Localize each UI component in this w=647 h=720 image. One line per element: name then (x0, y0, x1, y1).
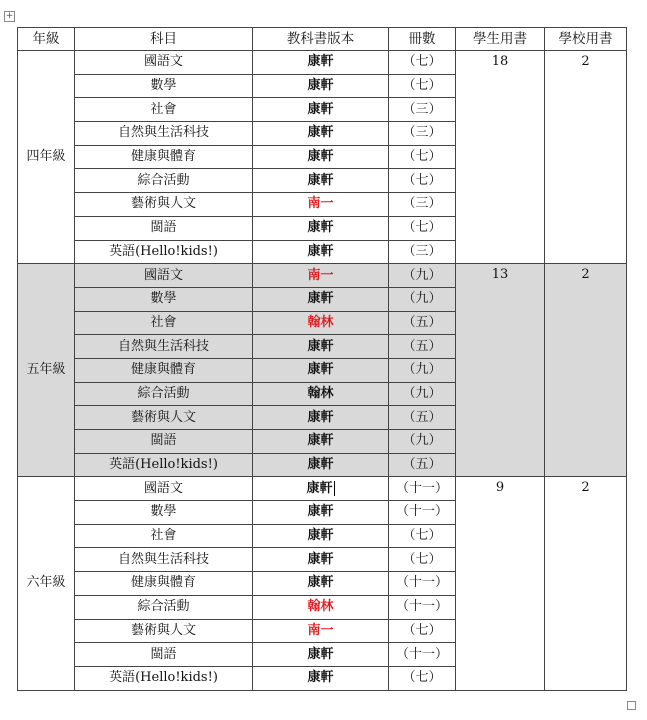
school-books-cell: 2 (545, 477, 627, 690)
volume-cell: （五） (389, 311, 456, 335)
subject-cell: 健康與體育 (75, 572, 253, 596)
header-subject: 科目 (75, 28, 253, 51)
table-move-handle-icon[interactable]: + (5, 11, 14, 21)
grade-cell: 五年級 (18, 264, 75, 477)
publisher-cell[interactable] (253, 406, 389, 430)
volume-cell: （十一） (389, 501, 456, 525)
publisher-cell[interactable] (253, 358, 389, 382)
subject-cell: 社會 (75, 524, 253, 548)
subject-cell: 閩語 (75, 430, 253, 454)
publisher-text: 康軒 (307, 433, 334, 449)
publisher-text: 康軒 (307, 220, 334, 236)
volume-cell: （三） (389, 122, 456, 146)
table-row (18, 264, 627, 288)
subject-cell: 社會 (75, 98, 253, 122)
volume-cell: （九） (389, 382, 456, 406)
subject-cell: 綜合活動 (75, 169, 253, 193)
subject-cell: 健康與體育 (75, 145, 253, 169)
publisher-cell[interactable] (253, 382, 389, 406)
table-row (18, 477, 627, 501)
publisher-text: 康軒 (307, 670, 334, 686)
header-volume: 冊數 (389, 28, 456, 51)
header-student-books: 學生用書 (456, 28, 545, 51)
header-school-books: 學校用書 (545, 28, 627, 51)
publisher-cell[interactable] (253, 311, 389, 335)
publisher-cell[interactable] (253, 501, 389, 525)
publisher-cell[interactable] (253, 169, 389, 193)
publisher-cell[interactable] (253, 453, 389, 477)
publisher-text: 翰林 (307, 599, 334, 615)
publisher-cell[interactable] (253, 335, 389, 359)
student-books-cell: 13 (456, 264, 545, 477)
table-resize-handle[interactable] (627, 701, 636, 710)
volume-cell: （十一） (389, 572, 456, 596)
publisher-text: 康軒 (307, 101, 334, 117)
subject-cell: 數學 (75, 501, 253, 525)
subject-cell: 國語文 (75, 477, 253, 501)
publisher-text: 康軒 (307, 291, 334, 307)
subject-cell: 綜合活動 (75, 595, 253, 619)
publisher-text: 南一 (307, 267, 334, 283)
publisher-cell[interactable] (253, 193, 389, 217)
publisher-cell[interactable] (253, 643, 389, 667)
publisher-cell[interactable] (253, 240, 389, 264)
subject-cell: 英語(Hello!kids!) (75, 453, 253, 477)
publisher-cell[interactable] (253, 524, 389, 548)
volume-cell: （三） (389, 193, 456, 217)
volume-cell: （十一） (389, 643, 456, 667)
volume-cell: （十一） (389, 477, 456, 501)
publisher-text: 康軒 (307, 575, 334, 591)
volume-cell: （十一） (389, 595, 456, 619)
publisher-text: 康軒 (307, 409, 334, 425)
publisher-text: 康軒 (307, 457, 334, 473)
subject-cell: 閩語 (75, 643, 253, 667)
subject-cell: 國語文 (75, 51, 253, 75)
volume-cell: （九） (389, 287, 456, 311)
textbook-table (17, 27, 627, 691)
subject-cell: 數學 (75, 287, 253, 311)
volume-cell: （九） (389, 358, 456, 382)
header-grade: 年級 (18, 28, 75, 51)
volume-cell: （九） (389, 430, 456, 454)
publisher-cell[interactable] (253, 548, 389, 572)
subject-cell: 社會 (75, 311, 253, 335)
volume-cell: （三） (389, 240, 456, 264)
publisher-text: 康軒 (307, 551, 334, 567)
header-row (18, 28, 627, 51)
publisher-text: 康軒 (307, 149, 334, 165)
subject-cell: 英語(Hello!kids!) (75, 240, 253, 264)
publisher-cell[interactable] (253, 287, 389, 311)
volume-cell: （七） (389, 51, 456, 75)
volume-cell: （七） (389, 169, 456, 193)
student-books-cell: 18 (456, 51, 545, 264)
publisher-text: 康軒 (307, 504, 334, 520)
publisher-cell[interactable] (253, 595, 389, 619)
grade-cell: 四年級 (18, 51, 75, 264)
subject-cell: 綜合活動 (75, 382, 253, 406)
subject-cell: 自然與生活科技 (75, 548, 253, 572)
volume-cell: （三） (389, 98, 456, 122)
volume-cell: （七） (389, 145, 456, 169)
subject-cell: 健康與體育 (75, 358, 253, 382)
publisher-text: 康軒 (307, 54, 334, 70)
volume-cell: （五） (389, 453, 456, 477)
publisher-cell[interactable] (253, 666, 389, 690)
subject-cell: 自然與生活科技 (75, 122, 253, 146)
subject-cell: 國語文 (75, 264, 253, 288)
publisher-text: 康軒 (307, 125, 334, 141)
publisher-cell[interactable] (253, 98, 389, 122)
publisher-text: 康軒 (307, 172, 334, 188)
volume-cell: （七） (389, 74, 456, 98)
publisher-cell[interactable] (253, 74, 389, 98)
header-version: 教科書版本 (253, 28, 389, 51)
subject-cell: 藝術與人文 (75, 406, 253, 430)
table-row (18, 51, 627, 75)
publisher-text: 康軒 (307, 528, 334, 544)
publisher-text: 康軒 (307, 243, 334, 259)
school-books-cell: 2 (545, 51, 627, 264)
subject-cell: 數學 (75, 74, 253, 98)
publisher-cell[interactable] (253, 264, 389, 288)
publisher-cell[interactable] (253, 216, 389, 240)
publisher-text: 翰林 (307, 385, 334, 401)
publisher-cell[interactable] (253, 477, 389, 501)
subject-cell: 閩語 (75, 216, 253, 240)
publisher-text: 南一 (307, 622, 334, 638)
volume-cell: （七） (389, 666, 456, 690)
subject-cell: 藝術與人文 (75, 193, 253, 217)
volume-cell: （七） (389, 216, 456, 240)
subject-cell: 自然與生活科技 (75, 335, 253, 359)
publisher-text: 康軒 (307, 78, 334, 94)
publisher-cell[interactable] (253, 51, 389, 75)
publisher-text: 康軒 (306, 480, 333, 496)
publisher-text: 南一 (307, 196, 334, 212)
publisher-cell[interactable] (253, 430, 389, 454)
publisher-cell[interactable] (253, 145, 389, 169)
student-books-cell: 9 (456, 477, 545, 690)
volume-cell: （七） (389, 548, 456, 572)
subject-cell: 英語(Hello!kids!) (75, 666, 253, 690)
volume-cell: （九） (389, 264, 456, 288)
publisher-cell[interactable] (253, 619, 389, 643)
volume-cell: （五） (389, 335, 456, 359)
publisher-text: 康軒 (307, 362, 334, 378)
publisher-text: 康軒 (307, 646, 334, 662)
publisher-text: 康軒 (307, 338, 334, 354)
publisher-text: 翰林 (307, 314, 334, 330)
publisher-cell[interactable] (253, 122, 389, 146)
subject-cell: 藝術與人文 (75, 619, 253, 643)
publisher-cell[interactable] (253, 572, 389, 596)
school-books-cell: 2 (545, 264, 627, 477)
text-cursor (334, 481, 335, 496)
volume-cell: （七） (389, 524, 456, 548)
volume-cell: （七） (389, 619, 456, 643)
volume-cell: （五） (389, 406, 456, 430)
grade-cell: 六年級 (18, 477, 75, 690)
